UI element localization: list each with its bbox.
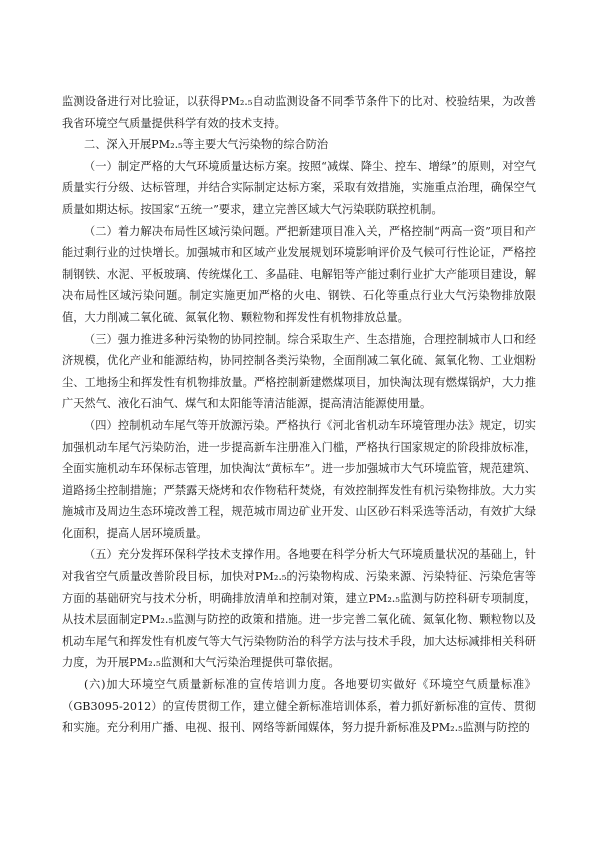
paragraph-item-5: （五）充分发挥环保科学技术支撑作用。各地要在科学分析大气环境质量状况的基础上，针对我省空气质量改善阶段目标，加快对PM₂.₅的污染物构成、污染来源、污染特征、污染危害等方面的基础研究与技术分析，明确排放清单和控制对策，建立PM₂.₅监测与防控科研专项制度，从技术层面制定PM₂.₅监测与防控的政策和措施。进一步完善二氧化硫、氮氧化物、颗粒物以及机动车尾气和挥发性有机废气等大气污染物防治的科学方法与技术手段，加大达标减排相关科研力度，为开展PM₂.₅监测和大气污染治理提供可靠依据。 — [62, 548, 536, 670]
paragraph-continuation: 监测设备进行对比验证，以获得PM₂.₅自动监测设备不同季节条件下的比对、校验结果，为改善我省环境空气质量提供科学有效的技术支持。 — [62, 95, 536, 130]
section-heading-2: 二、深入开展PM₂.₅等主要大气污染物的综合防治 — [84, 138, 329, 152]
document-page — [62, 91, 536, 739]
paragraph-item-4: （四）控制机动车尾气等开放源污染。严格执行《河北省机动车环境管理办法》规定，切实加强机动车尾气污染防治，进一步提高新车注册准入门槛，严格执行国家规定的阶段排放标准，全面实施机动车环保标志管理，加快淘汰“黄标车”。进一步加强城市大气环境监管，规范建筑、道路扬尘控制措施；严禁露天烧烤和农作物秸秆焚烧，有效控制挥发性有机污染物排放。大力实施城市及周边生态环境改善工程，规范城市周边矿业开发、山区砂石料采选等活动，有效扩大绿化面积，提高人居环境质量。 — [62, 418, 536, 540]
paragraph-item-2: （二）着力解决布局性区域污染问题。严把新建项目准入关，严格控制“两高一资”项目和产能过剩行业的过快增长。加强城市和区域产业发展规划环境影响评价及气候可行性论证，严格控制钢铁、水泥、平板玻璃、传统煤化工、多晶硅、电解铝等产能过剩行业扩大产能项目建设，解决布局性区域污染问题。制定实施更加严格的火电、钢铁、石化等重点行业大气污染物排放限值，大力削减二氧化硫、氮氧化物、颗粒物和挥发性有机物排放总量。 — [62, 224, 536, 324]
paragraph-item-1: （一）制定严格的大气环境质量达标方案。按照“减煤、降尘、控车、增绿”的原则，对空气质量实行分级、达标管理，并结合实际制定达标方案，采取有效措施，实施重点治理，确保空气质量如期达标。按国家“五统一”要求，建立完善区域大气污染联防联控机制。 — [62, 159, 536, 216]
paragraph-item-6: (六)加大环境空气质量新标准的宣传培训力度。各地要切实做好《环境空气质量标准》（GB3095-2012）的宣传贯彻工作，建立健全新标准培训体系，着力抓好新标准的宣传、贯彻和实施。充分利用广播、电视、报刊、网络等新闻媒体，努力提升新标准及PM₂.₅监测与防控的 — [62, 678, 536, 735]
paragraph-item-3: （三）强力推进多种污染物的协同控制。综合采取生产、生态措施，合理控制城市人口和经济规模，优化产业和能源结构，协同控制各类污染物，全面削减二氧化硫、氮氧化物、工业烟粉尘、工地扬尘和挥发性有机物排放量。严格控制新建燃煤项目，加快淘汰现有燃煤锅炉，大力推广天然气、液化石油气、煤气和太阳能等清洁能源，提高清洁能源使用量。 — [62, 332, 536, 411]
